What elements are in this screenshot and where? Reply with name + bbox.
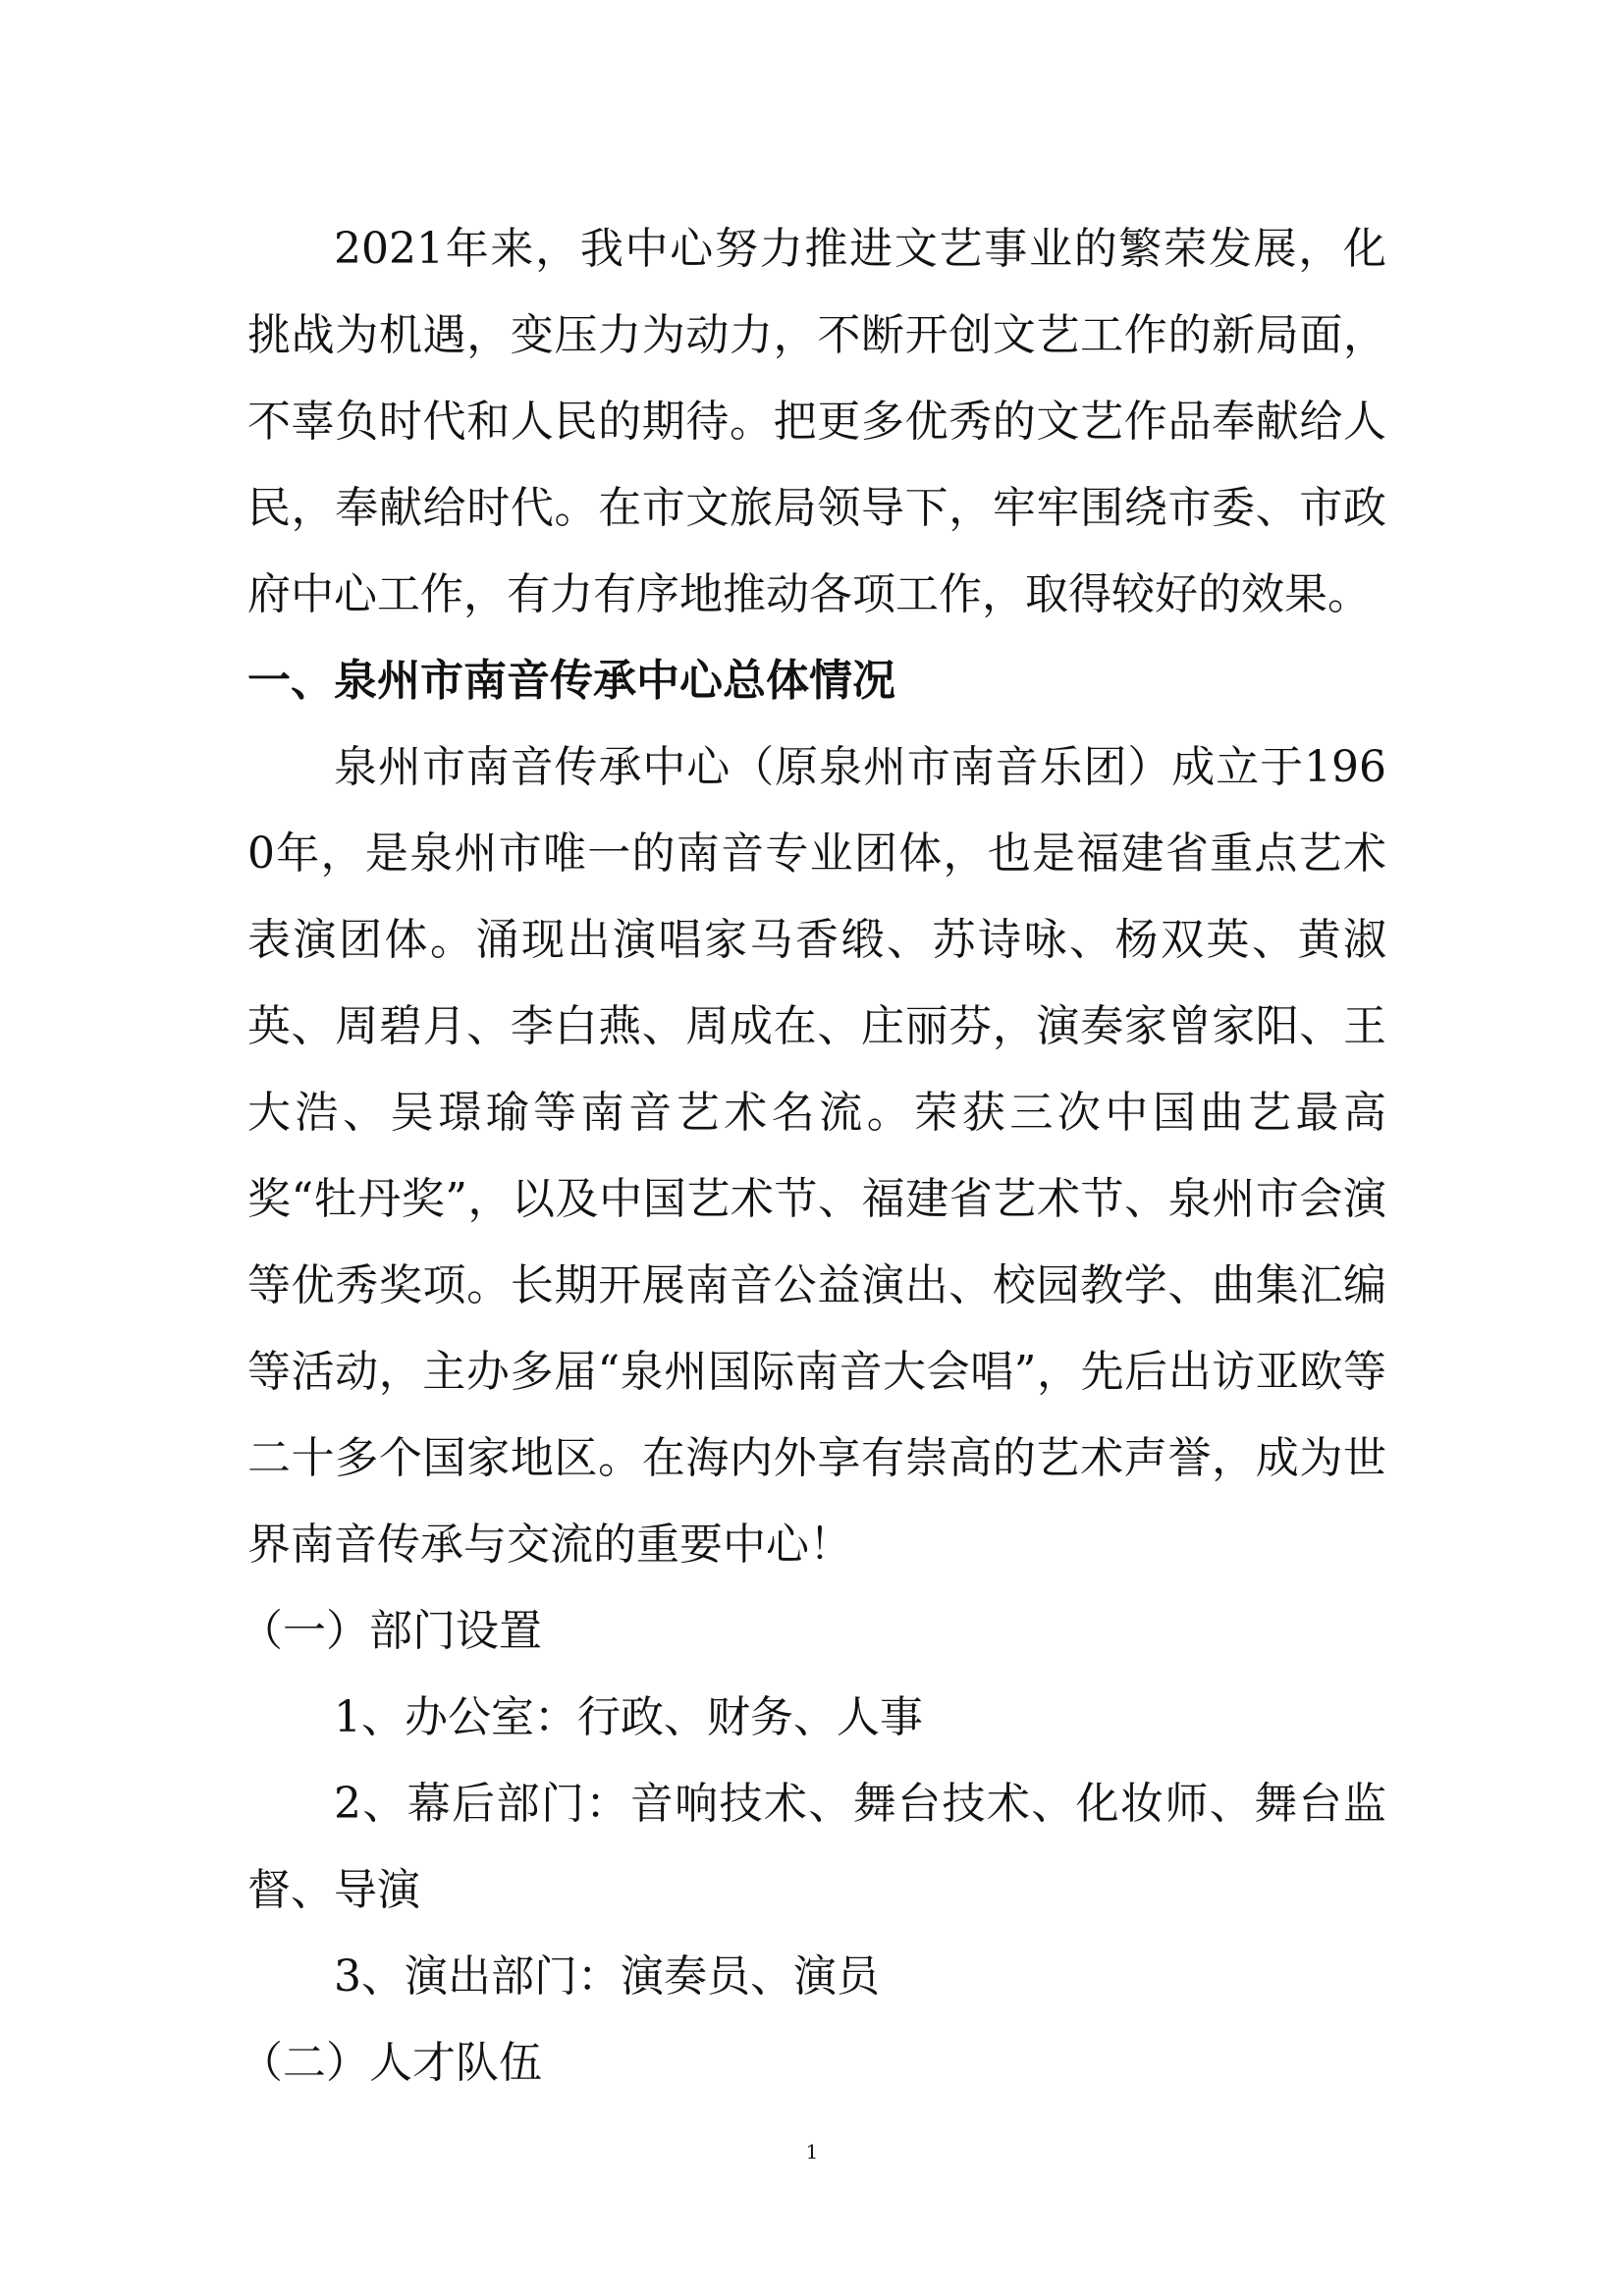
overview-paragraph: 泉州市南音传承中心（原泉州市南音乐团）成立于1960年，是泉州市唯一的南音专业团体，也是福建省重点艺术表演团体。涌现出演唱家马香缎、苏诗咏、杨双英、黄淑英、周碧月、李白燕、周成在、庄丽芬，演奏家曾家阳、王大浩、吴璟瑜等南音艺术名流。荣获三次中国曲艺最高奖“牡丹奖”，以及中国艺术节、福建省艺术节、泉州市会演等优秀奖项。长期开展南音公益演出、校园教学、曲集汇编等活动，主办多届“泉州国际南音大会唱”，先后出访亚欧等二十多个国家地区。在海内外享有崇高的艺术声誉，成为世界南音传承与交流的重要中心！ xyxy=(247,742,1386,1570)
section-heading-overview: 一、泉州市南音传承中心总体情况 xyxy=(247,656,895,706)
subsection-heading-talent: （二）人才队伍 xyxy=(240,2038,542,2088)
page-number: 1 xyxy=(805,2140,819,2163)
department-item-office: 1、办公室：行政、财务、人事 xyxy=(334,1692,923,1742)
subsection-heading-departments: （一）部门设置 xyxy=(240,1606,542,1656)
document-body xyxy=(240,206,1386,2107)
intro-paragraph: 2021年来，我中心努力推进文艺事业的繁荣发展，化挑战为机遇，变压力为动力，不断开创文艺工作的新局面，不辜负时代和人民的期待。把更多优秀的文艺作品奉献给人民，奉献给时代。在市文旅局领导下，牢牢围绕市委、市政府中心工作，有力有序地推动各项工作，取得较好的效果。 xyxy=(247,224,1386,619)
department-item-performance: 3、演出部门：演奏员、演员 xyxy=(334,1951,880,2002)
department-item-backstage: 2、幕后部门：音响技术、舞台技术、化妆师、舞台监督、导演 xyxy=(247,1779,1386,1915)
